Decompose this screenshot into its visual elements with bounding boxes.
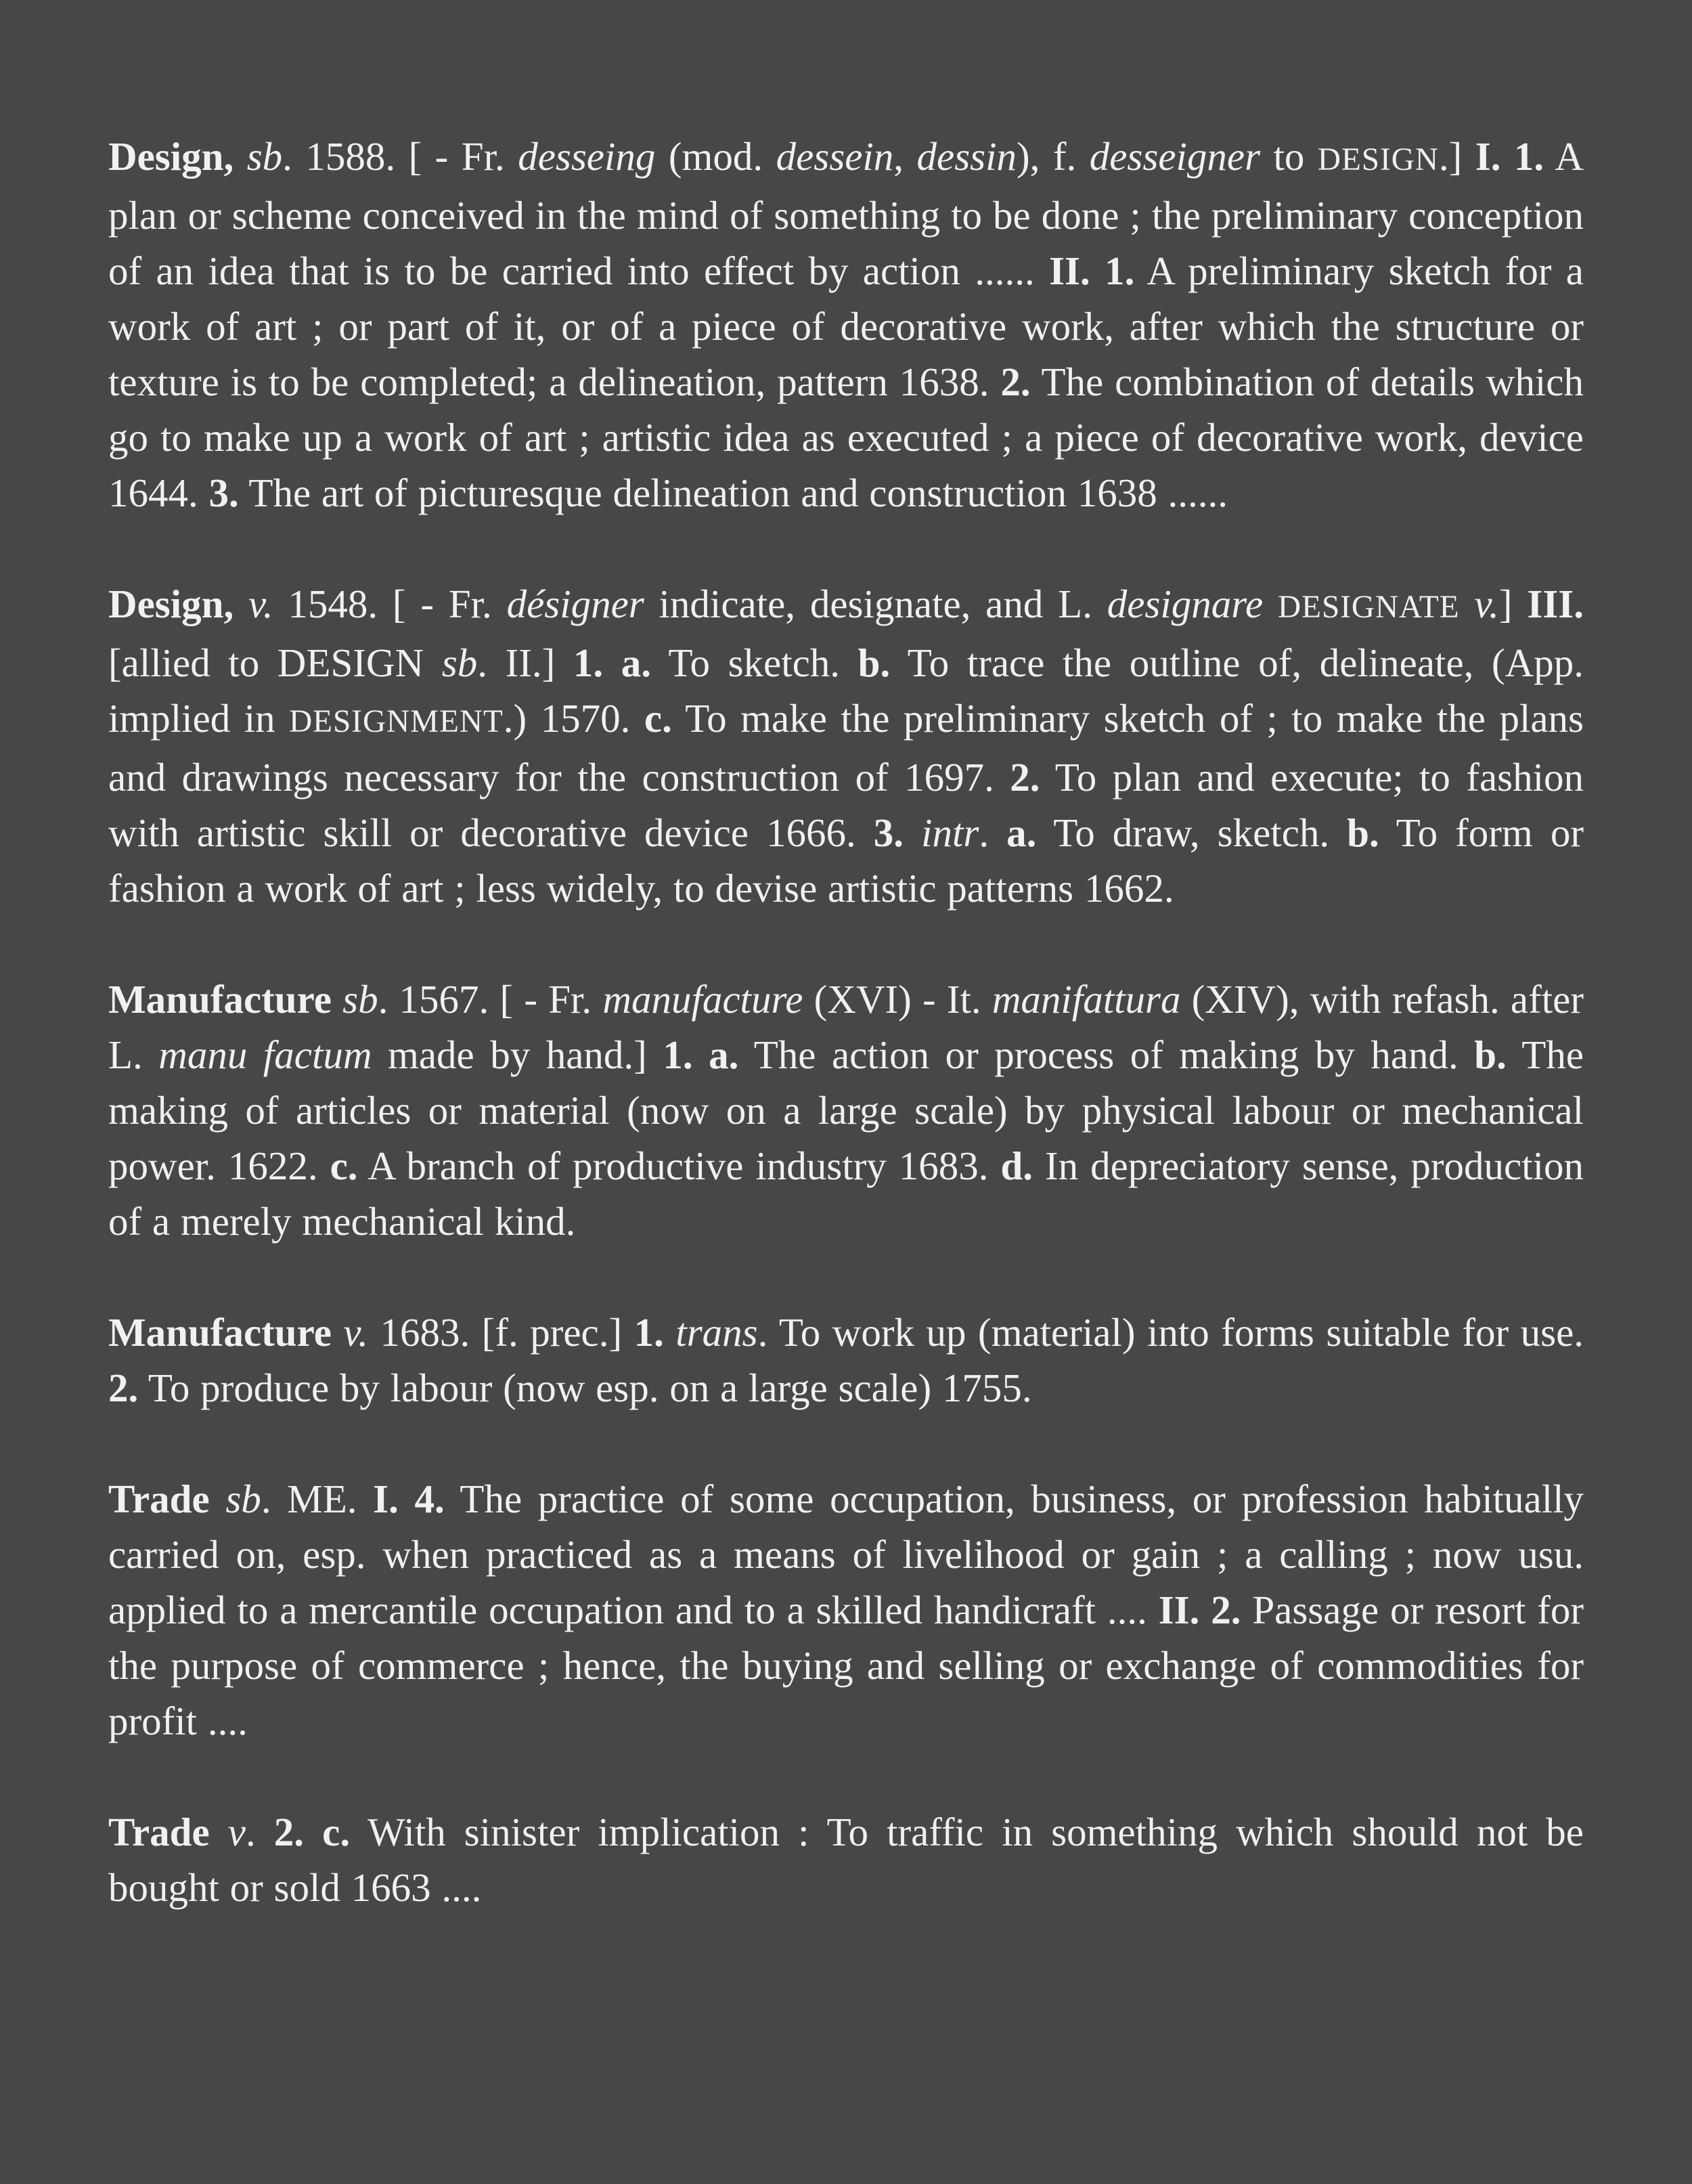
entry-text: To make the preliminary sketch of ; to make the plans and drawings necessary for the construction of 1697. xyxy=(108,696,1595,800)
sense-number: b. xyxy=(1474,1032,1507,1077)
entry-text: To produce by labour (now esp. on a large scale) 1755. xyxy=(138,1366,1032,1410)
sense-number: II. 1. xyxy=(1049,248,1135,293)
italic-term: desseing xyxy=(518,134,656,179)
italic-term: v. xyxy=(343,1310,368,1355)
sense-number: 2. xyxy=(1010,755,1040,800)
italic-term: dessein xyxy=(776,134,894,179)
headword: Manufacture xyxy=(108,977,332,1022)
italic-term: sb xyxy=(246,134,283,179)
entry-design-v xyxy=(108,576,1595,916)
entry-text: , xyxy=(893,134,917,179)
small-caps-reference: DESIGN xyxy=(1317,142,1439,177)
entry-text xyxy=(904,810,921,855)
entry-trade-v xyxy=(108,1804,1595,1915)
sense-number: 3. xyxy=(208,471,239,515)
sense-number: d. xyxy=(1000,1143,1033,1188)
italic-term: manifattura xyxy=(992,977,1181,1022)
entry-trade-sb xyxy=(108,1471,1595,1749)
sense-number: 1. a. xyxy=(663,1032,739,1077)
italic-term: v xyxy=(227,1810,246,1854)
headword: Trade xyxy=(108,1477,210,1521)
entry-text: . xyxy=(245,1810,274,1854)
entry-text xyxy=(332,1310,343,1355)
headword: Design, xyxy=(108,582,234,626)
italic-term: trans xyxy=(675,1310,758,1355)
entry-text: indicate, designate, and L. xyxy=(644,582,1107,626)
italic-term: dessin xyxy=(916,134,1017,179)
italic-term: sb xyxy=(342,977,378,1022)
entry-text: A preliminary sketch for a work of art ; or part of it, or of a piece of decorative work, after which the structure or texture is to be completed; a delineation, pattern 1638. xyxy=(108,248,1595,404)
headword: Manufacture xyxy=(108,1310,332,1355)
sense-number: c. xyxy=(644,696,672,741)
headword: Trade xyxy=(108,1810,210,1854)
entry-text: ] xyxy=(1498,582,1528,626)
sense-number: 2. xyxy=(1000,359,1031,404)
entry-text: made by hand.] xyxy=(372,1032,663,1077)
entry-text: [allied to DESIGN xyxy=(108,582,1595,685)
entry-text: .) 1570. xyxy=(503,696,644,741)
headword: Design, xyxy=(108,134,234,179)
entry-text: The art of picturesque delineation and construction 1638 ...... xyxy=(238,471,1228,515)
entry-text xyxy=(233,582,248,626)
entry-text: (XVI) - It. xyxy=(803,977,992,1022)
italic-term: désigner xyxy=(506,582,644,626)
entry-text: A plan or scheme conceived in the mind of something to be done ; the preliminary conception of an idea that is to be carried into effect by action ...... xyxy=(108,134,1595,293)
entry-text: (mod. xyxy=(655,134,776,179)
italic-term: v. xyxy=(1474,582,1499,626)
entry-text: To sketch. xyxy=(651,640,858,685)
entry-text: To plan and execute; to fashion with artistic skill or decorative device 1666. xyxy=(108,755,1595,855)
sense-number: III. xyxy=(1527,582,1584,626)
entry-text xyxy=(233,134,246,179)
italic-term: desseigner xyxy=(1089,134,1261,179)
entry-text: To form or fashion a work of art ; less widely, to devise artistic patterns 1662. xyxy=(108,810,1595,911)
entry-text: To trace the outline of, delineate, (App. implied in xyxy=(108,640,1595,741)
entry-text: 1683. [f. prec.] xyxy=(368,1310,634,1355)
sense-number: 1. a. xyxy=(573,640,651,685)
entry-text: . xyxy=(979,810,1007,855)
entry-text xyxy=(664,1310,675,1355)
small-caps-reference: DESIGNATE xyxy=(1278,590,1460,625)
entry-manufacture-sb xyxy=(108,971,1595,1249)
italic-term: v. xyxy=(248,582,273,626)
italic-term: manu factum xyxy=(158,1032,372,1077)
italic-term: manufacture xyxy=(602,977,803,1022)
italic-term: designare xyxy=(1107,582,1264,626)
dictionary-page xyxy=(108,129,1595,1915)
sense-number: 2. c. xyxy=(273,1810,351,1854)
entry-manufacture-v xyxy=(108,1305,1595,1416)
entry-text: The action or process of making by hand. xyxy=(738,1032,1475,1077)
entry-text: (XIV), with refash. after L. xyxy=(108,977,1595,1077)
italic-term: sb xyxy=(225,1477,261,1521)
entry-text xyxy=(1460,582,1475,626)
sense-number: b. xyxy=(1347,810,1379,855)
entry-text: Passage or resort for the purpose of commerce ; hence, the buying and selling or exchange of commodities for profit .... xyxy=(108,1588,1595,1743)
entry-text: 1548. [ - Fr. xyxy=(273,582,507,626)
entry-text xyxy=(210,1810,228,1854)
entry-text xyxy=(210,1477,226,1521)
entry-text: To draw, sketch. xyxy=(1036,810,1348,855)
entry-text: A branch of productive industry 1683. xyxy=(357,1143,1001,1188)
entry-text: The making of articles or material (now on a large scale) by physical labour or mechanical power. 1622. xyxy=(108,1032,1595,1188)
entry-text: . To work up (material) into forms suitable for use. xyxy=(757,1310,1595,1355)
entry-text: . ME. xyxy=(261,1477,374,1521)
entry-text: ), f. xyxy=(1017,134,1090,179)
sense-number: 3. xyxy=(873,810,904,855)
sense-number: c. xyxy=(330,1143,358,1188)
sense-number: a. xyxy=(1006,810,1037,855)
entry-text: With sinister implication : To traffic in something which should not be bought or sold 1663 .... xyxy=(108,1810,1595,1910)
small-caps-reference: DESIGNMENT xyxy=(289,704,504,739)
entry-text xyxy=(332,977,342,1022)
italic-term: sb xyxy=(441,640,478,685)
entry-text: to xyxy=(1260,134,1318,179)
entry-text: . II.] xyxy=(477,640,573,685)
entry-text: . 1567. [ - Fr. xyxy=(378,977,603,1022)
sense-number: b. xyxy=(858,640,891,685)
sense-number: 1. xyxy=(633,1310,664,1355)
entry-text: The combination of details which go to make up a work of art ; artistic idea as executed ; a piece of decorative work, device 1644. xyxy=(108,359,1595,515)
sense-number: II. 2. xyxy=(1158,1588,1241,1632)
entry-text: In depreciatory sense, production of a merely mechanical kind. xyxy=(108,1143,1595,1244)
sense-number: I. 1. xyxy=(1475,134,1544,179)
entry-text: The practice of some occupation, business, or profession habitually carried on, esp. when practiced as a means of livelihood or gain ; a calling ; now usu. applied to a mercantile occupation and to a skilled handicraft .... xyxy=(108,1477,1595,1632)
entry-design-sb xyxy=(108,129,1595,521)
italic-term: intr xyxy=(921,810,979,855)
entry-text xyxy=(1263,582,1278,626)
entry-text: .] xyxy=(1438,134,1475,179)
sense-number: I. 4. xyxy=(373,1477,445,1521)
sense-number: 2. xyxy=(108,1366,139,1410)
entry-text: . 1588. [ - Fr. xyxy=(282,134,518,179)
